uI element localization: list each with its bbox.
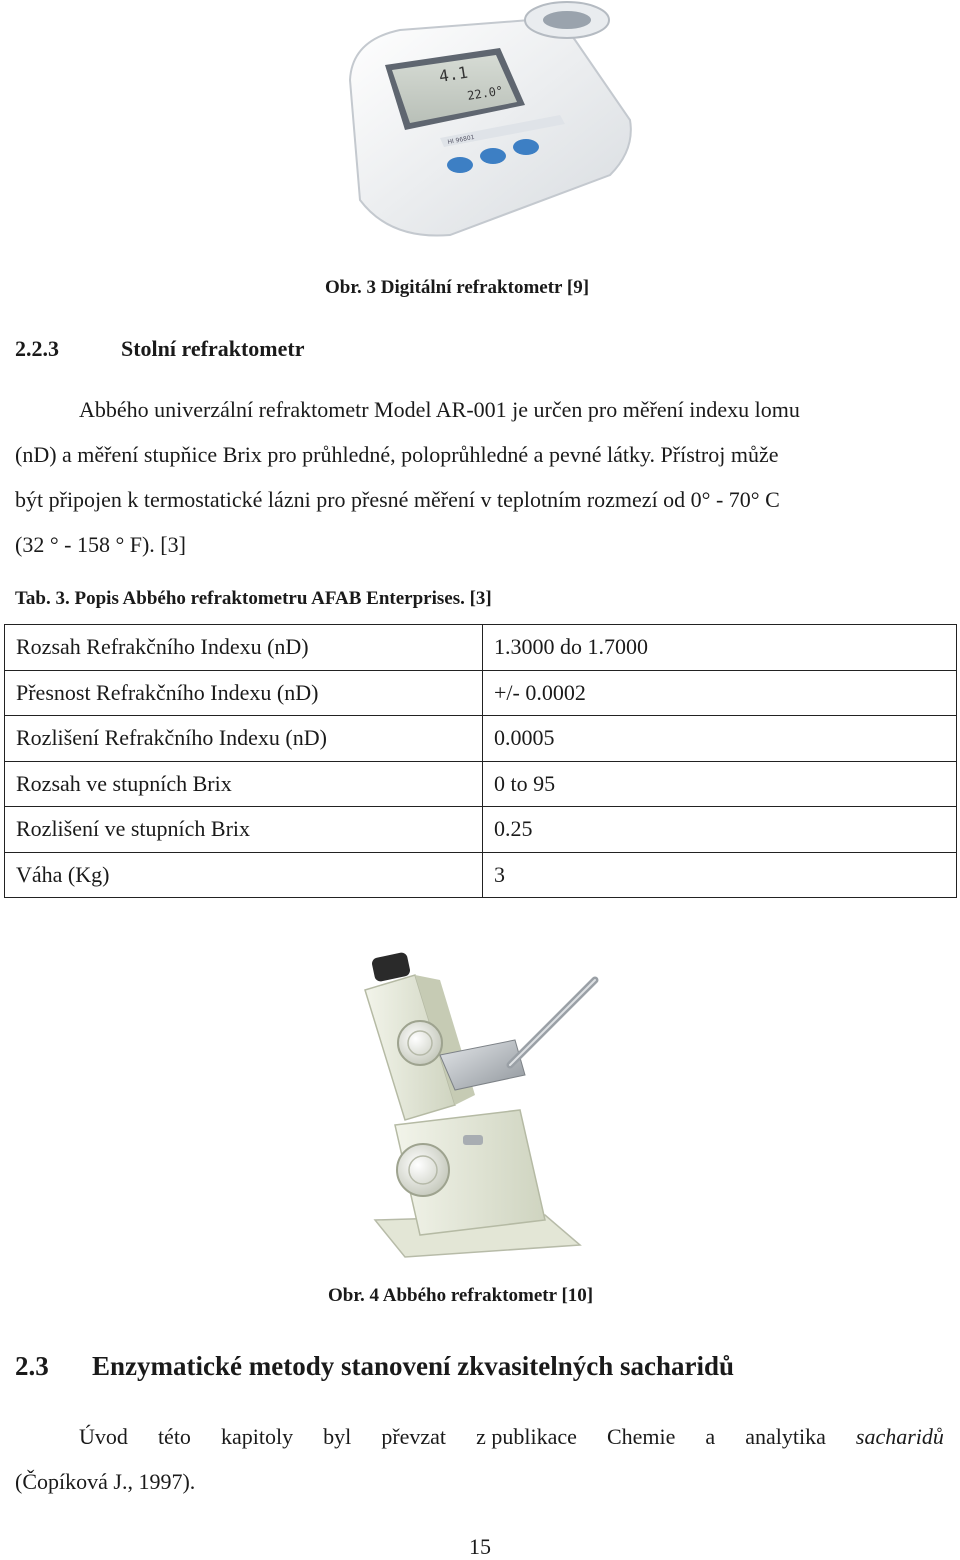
table-cell-value: 0 to 95 bbox=[483, 761, 957, 807]
figure-3-caption: Obr. 3 Digitální refraktometr [9] bbox=[325, 277, 590, 298]
word: analytika bbox=[745, 1424, 826, 1449]
section-title: Enzymatické metody stanovení zkvasitelných sacharidů bbox=[92, 1351, 735, 1381]
upper-knob-icon bbox=[398, 1021, 442, 1065]
table-cell-value: 1.3000 do 1.7000 bbox=[483, 625, 957, 671]
table-cell-label: Rozlišení Refrakčního Indexu (nD) bbox=[5, 716, 483, 762]
section-title: Stolní refraktometr bbox=[121, 336, 305, 361]
table-cell-label: Váha (Kg) bbox=[5, 852, 483, 898]
paragraph-line: (Čopíková J., 1997). bbox=[15, 1469, 196, 1494]
word: byl bbox=[323, 1424, 352, 1449]
italic-word: sacharidů bbox=[855, 1424, 944, 1449]
page-number: 15 bbox=[469, 1534, 491, 1559]
paragraph-line: (nD) a měření stupňice Brix pro průhledné, poloprůhledné a pevné látky. Přístroj může bbox=[15, 442, 779, 467]
table-cell-label: Rozsah ve stupních Brix bbox=[5, 761, 483, 807]
button-2-icon bbox=[480, 148, 506, 164]
word: převzat bbox=[381, 1424, 447, 1449]
section-number: 2.2.3 bbox=[15, 336, 59, 361]
button-1-icon bbox=[447, 157, 473, 173]
table-cell-value: +/- 0.0002 bbox=[483, 670, 957, 716]
table-row bbox=[5, 807, 957, 853]
table-row bbox=[5, 625, 957, 671]
digital-refractometer-photo bbox=[330, 0, 640, 240]
table-cell-label: Rozlišení ve stupních Brix bbox=[5, 807, 483, 853]
paragraph-2 bbox=[0, 1414, 960, 1504]
paragraph-line: Abbého univerzální refraktometr Model AR-001 je určen pro měření indexu lomu bbox=[79, 397, 800, 422]
table-row bbox=[5, 716, 957, 762]
display-temp: 22.0° bbox=[466, 83, 505, 103]
table-cell-label: Přesnost Refrakčního Indexu (nD) bbox=[5, 670, 483, 716]
spec-table bbox=[4, 624, 957, 898]
paragraph-line: (32 ° - 158 ° F). [3] bbox=[15, 532, 186, 557]
paragraph-line bbox=[0, 1414, 960, 1459]
abbe-refractometer-photo bbox=[345, 945, 625, 1275]
word: Chemie bbox=[606, 1424, 676, 1449]
table-cell-label: Rozsah Refrakčního Indexu (nD) bbox=[5, 625, 483, 671]
section-number: 2.3 bbox=[15, 1351, 49, 1381]
table-cell-value: 0.0005 bbox=[483, 716, 957, 762]
word: kapitoly bbox=[220, 1424, 294, 1449]
table-row bbox=[5, 670, 957, 716]
lower-knob-icon bbox=[397, 1144, 449, 1196]
table-cell-value: 3 bbox=[483, 852, 957, 898]
figure-4-caption: Obr. 4 Abbého refraktometr [10] bbox=[328, 1285, 594, 1306]
table-row bbox=[5, 761, 957, 807]
paragraph-1 bbox=[0, 387, 960, 567]
word: z publikace bbox=[476, 1424, 577, 1449]
table-cell-value: 0.25 bbox=[483, 807, 957, 853]
word: a bbox=[705, 1424, 716, 1449]
table-row bbox=[5, 852, 957, 898]
word: Úvod bbox=[79, 1424, 128, 1449]
table-caption: Tab. 3. Popis Abbého refraktometru AFAB Enterprises. [3] bbox=[15, 588, 492, 609]
word: této bbox=[157, 1424, 191, 1449]
paragraph-line: být připojen k termostatické lázni pro přesné měření v teplotním rozmezí od 0° - 70° C bbox=[15, 487, 780, 512]
model-label: HI 96801 bbox=[447, 133, 476, 146]
display-value: 4.1 bbox=[437, 62, 470, 86]
button-3-icon bbox=[513, 139, 539, 155]
